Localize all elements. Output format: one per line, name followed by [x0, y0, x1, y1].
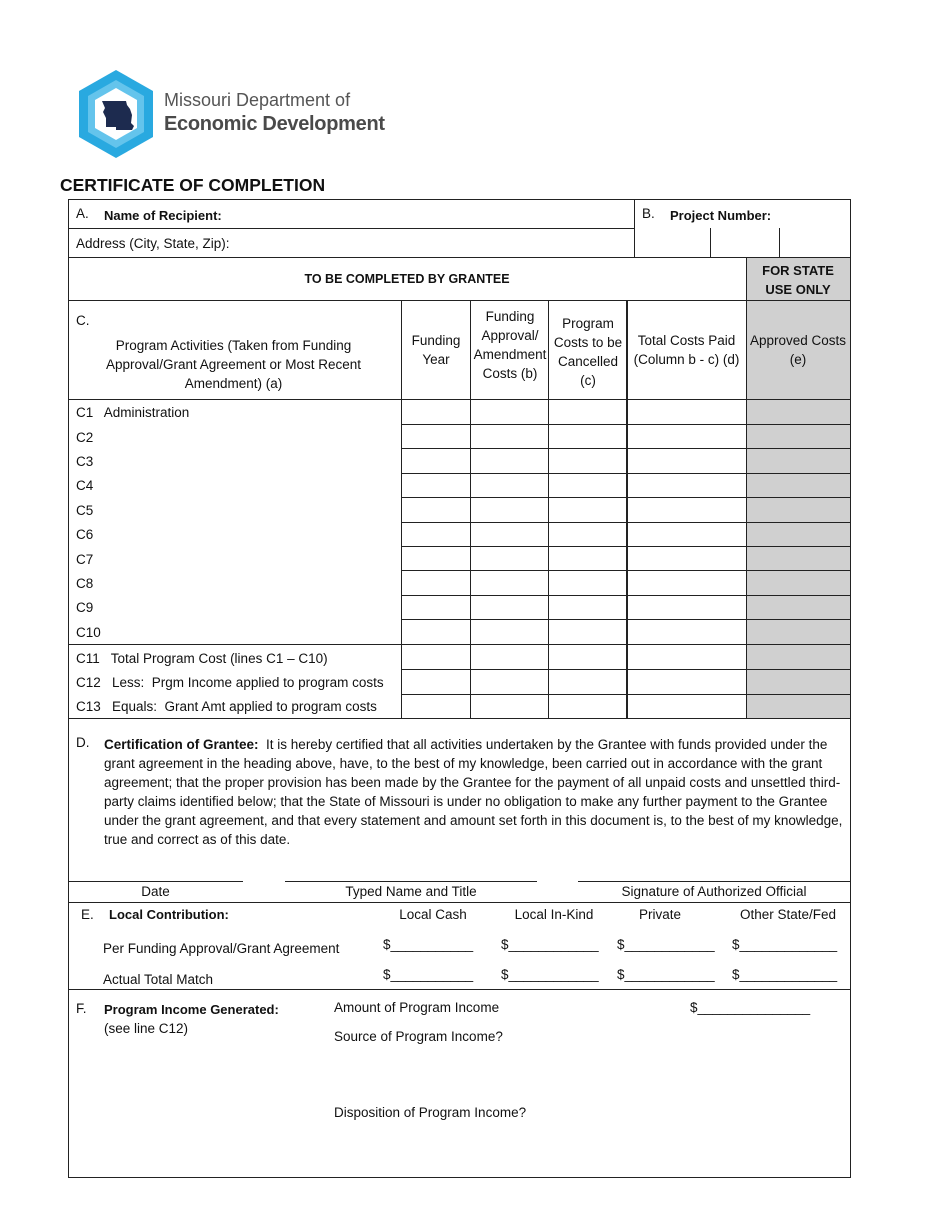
row-c10: C10 — [76, 625, 101, 640]
col-other-state: Other State/Fed — [739, 907, 837, 922]
logo-line2: Economic Development — [164, 113, 385, 135]
row-c7: C7 — [76, 552, 94, 567]
row-c2: C2 — [76, 430, 94, 445]
certification-text — [104, 735, 844, 849]
local-cash-actual-field[interactable]: $___________ — [383, 967, 474, 982]
section-e-letter: E. — [81, 907, 94, 922]
project-number-label: Project Number: — [670, 208, 772, 223]
program-income-label: Program Income Generated: — [104, 1002, 279, 1017]
row-c11: C11 Total Program Cost (lines C1 – C10) — [76, 651, 328, 666]
date-label: Date — [141, 884, 170, 899]
logo-line1: Missouri Department of — [164, 90, 351, 110]
per-funding-label: Per Funding Approval/Grant Agreement — [103, 941, 340, 956]
actual-match-label: Actual Total Match — [103, 972, 214, 987]
row-c6: C6 — [76, 527, 94, 542]
other-state-actual-field[interactable]: $_____________ — [732, 967, 838, 982]
row-c3: C3 — [76, 454, 94, 469]
section-b-letter: B. — [642, 206, 655, 221]
amount-program-income-field[interactable]: $_______________ — [690, 1000, 811, 1015]
source-program-income-label: Source of Program Income? — [334, 1029, 503, 1044]
grantee-header: TO BE COMPLETED BY GRANTEE — [304, 271, 510, 286]
total-costs-paid-header: Total Costs Paid (Column b - c) (d) — [633, 333, 740, 367]
local-inkind-planned-field[interactable]: $____________ — [501, 937, 599, 952]
signature-label: Signature of Authorized Official — [621, 884, 807, 899]
costs-cancelled-header: Program Costs to be Cancelled (c) — [553, 315, 623, 388]
row-c5: C5 — [76, 503, 94, 518]
page-title: CERTIFICATE OF COMPLETION — [60, 175, 326, 195]
funding-year-header: Funding Year — [411, 333, 461, 367]
col-local-cash: Local Cash — [399, 907, 467, 922]
section-f-letter: F. — [76, 1001, 87, 1016]
address-label: Address (City, State, Zip): — [76, 236, 230, 251]
local-contribution-label: Local Contribution: — [109, 907, 229, 922]
amount-program-income-label: Amount of Program Income — [334, 1000, 500, 1015]
row-c8: C8 — [76, 576, 94, 591]
row-c4: C4 — [76, 478, 94, 493]
row-c9: C9 — [76, 600, 94, 615]
certification-body: It is hereby certified that all activities undertaken by the Grantee with funds provided under the grant agreement in the heading above, have, to the best of my knowledge, been carried out in accordance with the grant agreement; that the proper provision has been made by the Grantee for the payment of all unpaid costs and unsettled third-party claims identified below; that the State of Missouri is under no obligation to make any further payment to the Grantee under the grant agreement, and that every statement and amount set forth in this document is, to the best of my knowledge, true and correct as of this date. — [104, 737, 843, 847]
recipient-name-label: Name of Recipient: — [104, 208, 222, 223]
certification-label: Certification of Grantee: — [104, 737, 259, 752]
row-c1: C1 Administration — [76, 405, 190, 420]
local-inkind-actual-field[interactable]: $____________ — [501, 967, 599, 982]
private-planned-field[interactable]: $____________ — [617, 937, 715, 952]
logo — [76, 68, 386, 160]
private-actual-field[interactable]: $____________ — [617, 967, 715, 982]
local-cash-planned-field[interactable]: $___________ — [383, 937, 474, 952]
col-private: Private — [638, 907, 682, 922]
typed-name-label: Typed Name and Title — [345, 884, 477, 899]
section-d-letter: D. — [76, 735, 90, 750]
disposition-program-income-label: Disposition of Program Income? — [334, 1105, 527, 1120]
state-use-header: FOR STATE USE ONLY — [762, 263, 834, 297]
section-a-letter: A. — [76, 206, 89, 221]
col-local-inkind: Local In-Kind — [514, 907, 594, 922]
row-c12: C12 Less: Prgm Income applied to program costs — [76, 675, 384, 690]
section-c-letter: C. — [76, 313, 90, 328]
program-income-sublabel: (see line C12) — [104, 1021, 189, 1036]
missouri-hexagon-icon — [76, 68, 156, 160]
row-c13: C13 Equals: Grant Amt applied to program costs — [76, 699, 377, 714]
funding-approval-header: Funding Approval/ Amendment Costs (b) — [473, 309, 547, 381]
approved-costs-header: Approved Costs (e) — [749, 333, 847, 367]
other-state-planned-field[interactable]: $_____________ — [732, 937, 838, 952]
activities-header: Program Activities (Taken from Funding Approval/Grant Agreement or Most Recent Amendment) (a) — [105, 337, 362, 391]
